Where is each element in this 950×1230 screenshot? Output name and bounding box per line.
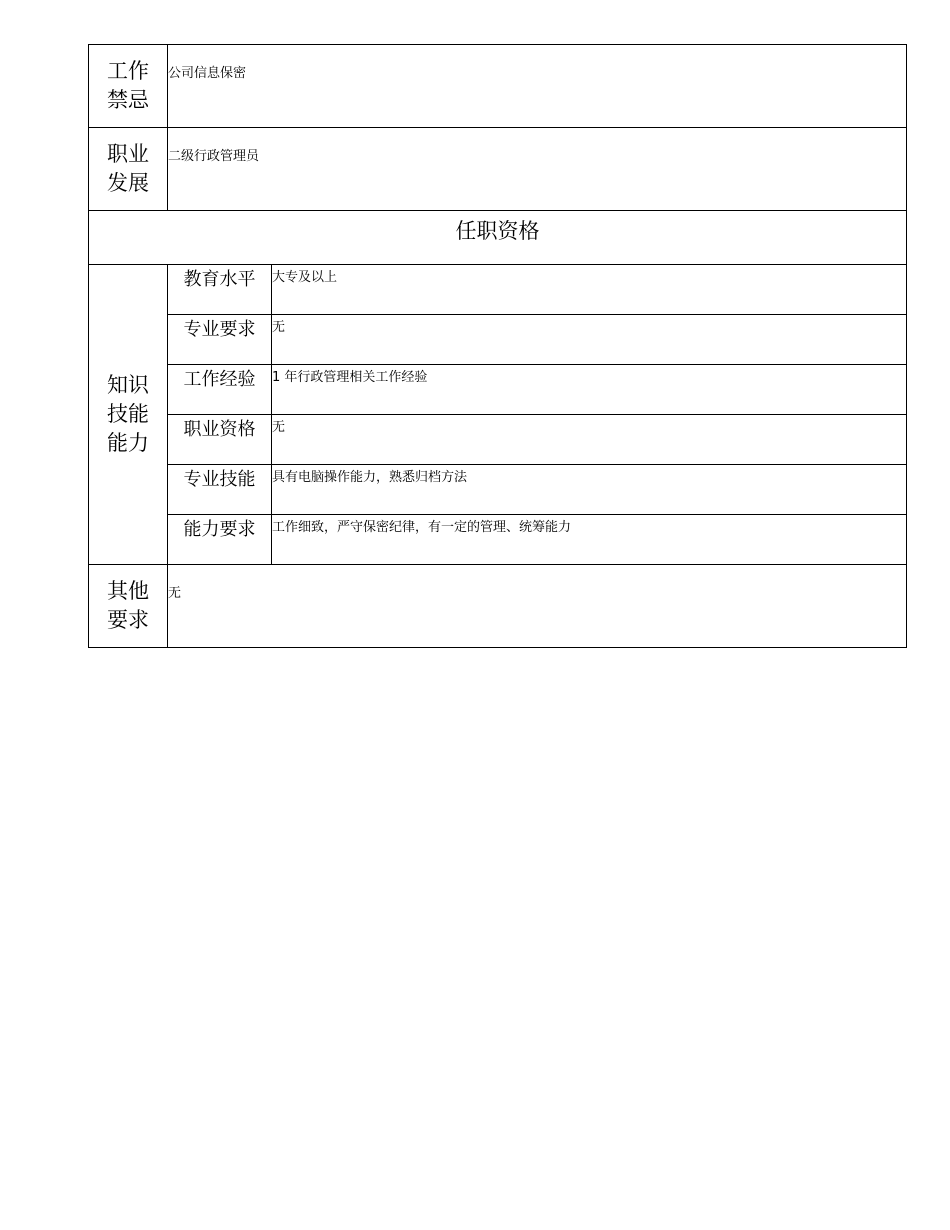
row-career-development	[89, 128, 907, 211]
knowledge-row	[89, 315, 907, 365]
education-level-label: 教育水平	[168, 265, 272, 315]
major-requirement-label: 专业要求	[168, 315, 272, 365]
knowledge-skills-label: 知识技能能力	[89, 265, 168, 565]
knowledge-row	[89, 265, 907, 315]
section-title: 任职资格	[89, 211, 907, 265]
professional-qualification-label: 职业资格	[168, 415, 272, 465]
other-requirements-value: 无	[168, 565, 907, 648]
work-taboo-label: 工作禁忌	[89, 45, 168, 128]
work-experience-value: 1 年行政管理相关工作经验	[272, 365, 907, 415]
job-requirements-document	[88, 44, 906, 648]
education-level-value: 大专及以上	[272, 265, 907, 315]
row-work-taboo	[89, 45, 907, 128]
knowledge-row	[89, 365, 907, 415]
career-development-value: 二级行政管理员	[168, 128, 907, 211]
major-requirement-value: 无	[272, 315, 907, 365]
requirements-table	[88, 44, 907, 648]
professional-skills-label: 专业技能	[168, 465, 272, 515]
professional-skills-value: 具有电脑操作能力，熟悉归档方法	[272, 465, 907, 515]
ability-requirement-label: 能力要求	[168, 515, 272, 565]
ability-requirement-value: 工作细致，严守保密纪律，有一定的管理、统筹能力	[272, 515, 907, 565]
row-section-title	[89, 211, 907, 265]
career-development-label: 职业发展	[89, 128, 168, 211]
knowledge-row	[89, 415, 907, 465]
professional-qualification-value: 无	[272, 415, 907, 465]
work-experience-label: 工作经验	[168, 365, 272, 415]
other-requirements-label: 其他要求	[89, 565, 168, 648]
row-other-requirements	[89, 565, 907, 648]
knowledge-row	[89, 515, 907, 565]
knowledge-row	[89, 465, 907, 515]
work-taboo-value: 公司信息保密	[168, 45, 907, 128]
